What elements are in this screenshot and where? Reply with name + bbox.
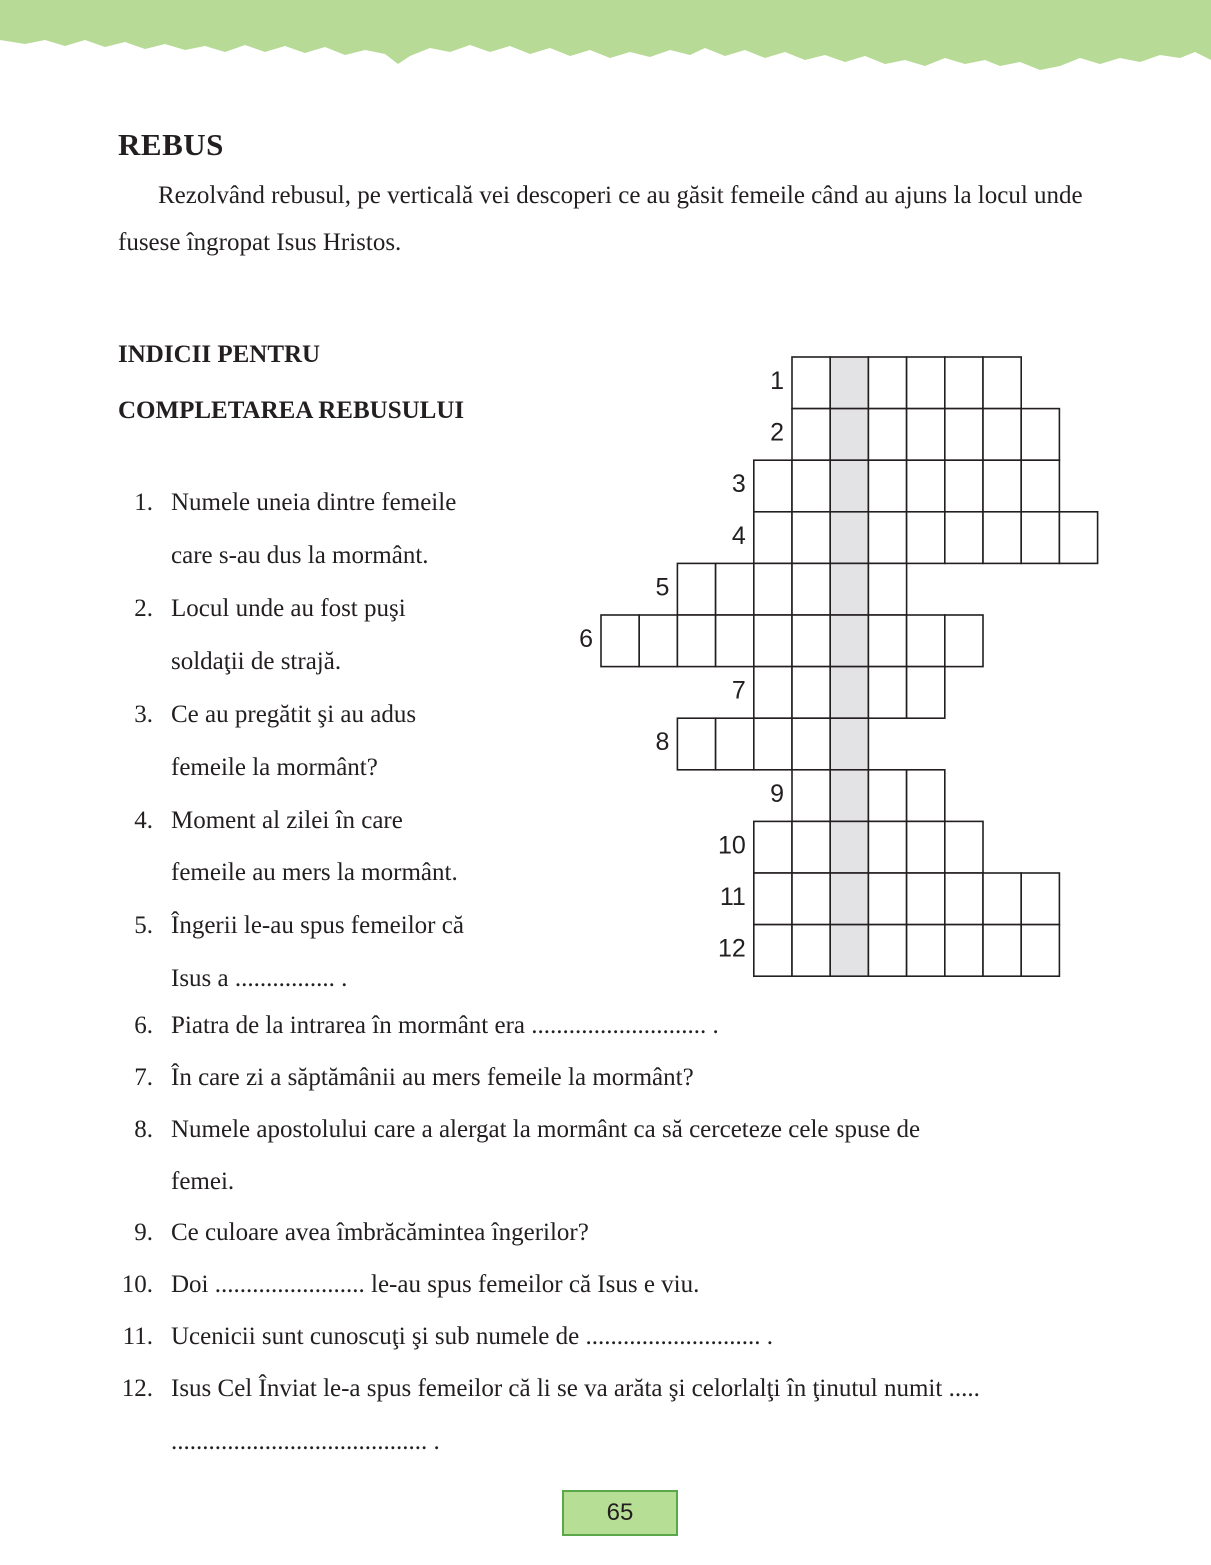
crossword-cell[interactable] xyxy=(868,512,906,564)
crossword-cell[interactable] xyxy=(1059,512,1097,564)
crossword-cell[interactable] xyxy=(868,460,906,512)
crossword-cell[interactable] xyxy=(754,615,792,667)
crossword-cell[interactable] xyxy=(792,667,830,719)
crossword-cell[interactable] xyxy=(1021,409,1059,461)
crossword-cell[interactable] xyxy=(792,615,830,667)
page-title: REBUS xyxy=(118,127,224,162)
clue-text: Piatra de la intrarea în mormânt era ............................ . xyxy=(171,1012,719,1039)
key-column-cell[interactable] xyxy=(830,409,868,461)
crossword-cell[interactable] xyxy=(868,563,906,615)
crossword-cell[interactable] xyxy=(754,563,792,615)
decorative-banner xyxy=(0,0,1211,80)
crossword-cell[interactable] xyxy=(754,718,792,770)
crossword-cell[interactable] xyxy=(907,873,945,925)
page-number: 65 xyxy=(562,1490,678,1536)
crossword-cell[interactable] xyxy=(754,460,792,512)
crossword-cell[interactable] xyxy=(677,615,715,667)
crossword-cell[interactable] xyxy=(983,357,1021,409)
clue-number: 4. xyxy=(134,807,153,834)
crossword-cell[interactable] xyxy=(1021,925,1059,977)
crossword-cell[interactable] xyxy=(907,615,945,667)
crossword-cell[interactable] xyxy=(945,821,983,873)
crossword-cell[interactable] xyxy=(907,925,945,977)
clue-text: Isus Cel Înviat le-a spus femeilor că li se va arăta şi celorlalţi în ţinutul numit ..... xyxy=(171,1375,980,1402)
crossword-cell[interactable] xyxy=(945,873,983,925)
crossword-cell[interactable] xyxy=(792,357,830,409)
clue-text: care s-au dus la mormânt. xyxy=(171,542,429,569)
crossword-cell[interactable] xyxy=(716,615,754,667)
crossword-cell[interactable] xyxy=(868,357,906,409)
crossword-cell[interactable] xyxy=(792,460,830,512)
crossword-cell[interactable] xyxy=(945,460,983,512)
clue-text: femei. xyxy=(171,1168,235,1195)
clue-number: 7. xyxy=(134,1064,153,1091)
clue-text: În care zi a săptămânii au mers femeile la mormânt? xyxy=(171,1064,694,1091)
crossword-cell[interactable] xyxy=(792,512,830,564)
crossword-cell[interactable] xyxy=(868,873,906,925)
crossword-cell[interactable] xyxy=(639,615,677,667)
crossword-cell[interactable] xyxy=(983,460,1021,512)
row-number-label: 3 xyxy=(731,470,746,499)
clues-heading-line-1: INDICII PENTRU xyxy=(118,341,321,368)
key-column-cell[interactable] xyxy=(830,667,868,719)
crossword-cell[interactable] xyxy=(716,718,754,770)
row-number-label: 9 xyxy=(770,779,784,808)
crossword-cell[interactable] xyxy=(1021,512,1059,564)
key-column-cell[interactable] xyxy=(830,357,868,409)
crossword-cell[interactable] xyxy=(792,821,830,873)
crossword-cell[interactable] xyxy=(907,357,945,409)
clue-number: 8. xyxy=(134,1116,153,1143)
crossword-cell[interactable] xyxy=(754,925,792,977)
crossword-cell[interactable] xyxy=(945,615,983,667)
crossword-cell[interactable] xyxy=(945,357,983,409)
crossword-cell[interactable] xyxy=(601,615,639,667)
crossword-cell[interactable] xyxy=(907,821,945,873)
crossword-cell[interactable] xyxy=(907,770,945,822)
clue-number: 5. xyxy=(134,912,153,939)
clue-number: 12. xyxy=(121,1375,153,1402)
crossword-cell[interactable] xyxy=(677,563,715,615)
key-column-cell[interactable] xyxy=(830,821,868,873)
crossword-cell[interactable] xyxy=(716,563,754,615)
clue-text: femeile la mormânt? xyxy=(171,754,378,781)
crossword-cell[interactable] xyxy=(754,512,792,564)
crossword-cell[interactable] xyxy=(868,615,906,667)
clue-number: 1. xyxy=(134,489,153,516)
row-number-label: 5 xyxy=(655,573,670,602)
clue-text: Isus a ................ . xyxy=(171,965,348,992)
key-column-cell[interactable] xyxy=(830,925,868,977)
clue-text: Ce au pregătit şi au adus xyxy=(171,701,417,728)
row-number-label: 4 xyxy=(731,521,746,550)
crossword-cell[interactable] xyxy=(1021,873,1059,925)
crossword-cell[interactable] xyxy=(868,667,906,719)
intro-paragraph: Rezolvând rebusul, pe verticală vei descoperi ce au găsit femeile când au ajuns la locul unde fusese îngropat Isus Hristos. xyxy=(118,182,1083,256)
crossword-cell[interactable] xyxy=(907,667,945,719)
clue-text: femeile au mers la mormânt. xyxy=(171,859,458,886)
clue-text: ......................................... . xyxy=(171,1428,440,1455)
crossword-cell[interactable] xyxy=(792,718,830,770)
crossword-cell[interactable] xyxy=(868,409,906,461)
clue-number: 3. xyxy=(134,701,153,728)
clue-text: Doi ........................ le-au spus femeilor că Isus e viu. xyxy=(171,1271,700,1298)
crossword-cell[interactable] xyxy=(907,409,945,461)
crossword-cell[interactable] xyxy=(792,409,830,461)
crossword-cell[interactable] xyxy=(945,925,983,977)
clues-heading-line-2: COMPLETAREA REBUSULUI xyxy=(118,397,465,424)
row-number-label: 10 xyxy=(717,831,746,860)
clue-text: soldaţii de strajă. xyxy=(171,648,342,675)
key-column-cell[interactable] xyxy=(830,873,868,925)
clue-number: 2. xyxy=(134,595,153,622)
crossword-cell[interactable] xyxy=(983,409,1021,461)
crossword-cell[interactable] xyxy=(792,770,830,822)
clue-text: Îngerii le-au spus femeilor că xyxy=(171,912,464,939)
key-column-cell[interactable] xyxy=(830,460,868,512)
clue-text: Ce culoare avea îmbrăcămintea îngerilor? xyxy=(171,1219,589,1246)
crossword-cell[interactable] xyxy=(983,925,1021,977)
crossword-cell[interactable] xyxy=(792,873,830,925)
crossword-cell[interactable] xyxy=(792,563,830,615)
crossword-cell[interactable] xyxy=(983,873,1021,925)
banner-torn-edge xyxy=(0,0,1211,70)
crossword-cell[interactable] xyxy=(868,770,906,822)
key-column-cell[interactable] xyxy=(830,770,868,822)
crossword-cell[interactable] xyxy=(983,512,1021,564)
clue-text: Moment al zilei în care xyxy=(171,807,403,834)
row-number-label: 11 xyxy=(719,882,746,911)
crossword-cell[interactable] xyxy=(868,925,906,977)
key-column-cell[interactable] xyxy=(830,563,868,615)
crossword-cell[interactable] xyxy=(1021,460,1059,512)
clue-text: Ucenicii sunt cunoscuţi şi sub numele de ............................ . xyxy=(171,1323,774,1350)
crossword-cell[interactable] xyxy=(945,512,983,564)
row-number-label: 2 xyxy=(770,418,784,447)
row-number-label: 7 xyxy=(731,676,746,705)
crossword-cell[interactable] xyxy=(945,409,983,461)
row-number-label: 6 xyxy=(579,624,593,653)
row-number-label: 8 xyxy=(655,728,670,757)
clue-number: 11. xyxy=(122,1323,153,1350)
clue-number: 9. xyxy=(134,1219,153,1246)
key-column-cell[interactable] xyxy=(830,512,868,564)
clue-text: Numele apostolului care a alergat la mormânt ca să cerceteze cele spuse de xyxy=(171,1116,921,1143)
row-number-label: 12 xyxy=(717,934,746,963)
crossword-cell[interactable] xyxy=(907,512,945,564)
clue-number: 10. xyxy=(121,1271,153,1298)
key-column-cell[interactable] xyxy=(830,718,868,770)
crossword-cell[interactable] xyxy=(754,873,792,925)
clue-text: Numele uneia dintre femeile xyxy=(171,489,457,516)
clue-text: Locul unde au fost puşi xyxy=(171,595,406,622)
crossword-cell[interactable] xyxy=(754,821,792,873)
crossword-cell[interactable] xyxy=(677,718,715,770)
crossword-cell[interactable] xyxy=(907,460,945,512)
crossword-cell[interactable] xyxy=(792,925,830,977)
row-number-label: 1 xyxy=(770,366,784,395)
key-column-cell[interactable] xyxy=(830,615,868,667)
crossword-cell[interactable] xyxy=(868,821,906,873)
crossword-cell[interactable] xyxy=(754,667,792,719)
clue-number: 6. xyxy=(134,1012,153,1039)
